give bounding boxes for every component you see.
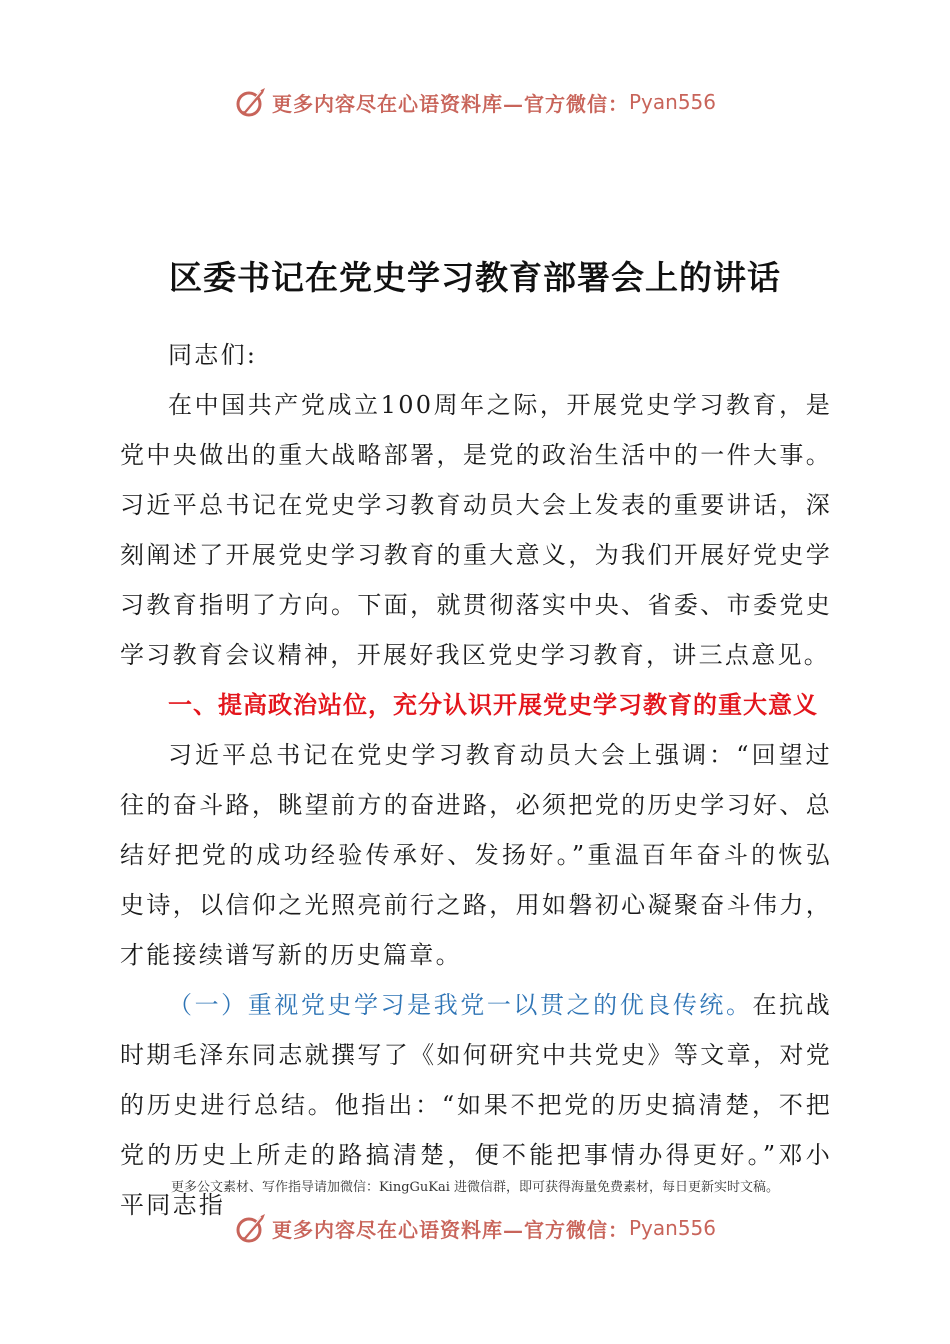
intro-paragraph: 在中国共产党成立100周年之际，开展党史学习教育，是党中央做出的重大战略部署，是党的政治生活中的一件大事。习近平总书记在党史学习教育动员大会上发表的重要讲话，深刻阐述了开展党史学习教育的重大意义，为我们开展好党史学习教育指明了方向。下面，就贯彻落实中央、省委、市委党史学习教育会议精神，开展好我区党史学习教育，讲三点意见。 <box>120 391 832 669</box>
banner-text: 更多内容尽在心语资料库—官方微信： <box>271 1217 629 1242</box>
document-body <box>120 330 832 1230</box>
footer-note: 更多公文素材、写作指导请加微信：KingGuKai 进微信群，即可获得海量免费素材，每日更新实时文稿。 <box>170 1180 780 1195</box>
quill-pen-logo-icon <box>234 85 268 119</box>
banner-wechat-id: Pyan556 <box>628 90 716 114</box>
footer-banner <box>0 1208 950 1248</box>
quill-pen-logo-icon <box>234 1211 268 1245</box>
banner-wechat-id: Pyan556 <box>628 1216 716 1240</box>
section-heading-1: 一、提高政治站位，充分认识开展党史学习教育的重大意义 <box>168 691 818 719</box>
banner-text: 更多内容尽在心语资料库—官方微信： <box>271 91 629 116</box>
paragraph-2: 习近平总书记在党史学习教育动员大会上强调：“回望过往的奋斗路，眺望前方的奋进路，必须把党的历史学习好、总结好把党的成功经验传承好、发扬好。”重温百年奋斗的恢弘史诗，以信仰之光照亮前行之路，用如磐初心凝聚奋斗伟力，才能接续谱写新的历史篇章。 <box>120 741 832 969</box>
document-title: 区委书记在党史学习教育部署会上的讲话 <box>169 258 781 297</box>
subsection-1-body: 在抗战时期毛泽东同志就撰写了《如何研究中共党史》等文章，对党的历史进行总结。他指出：“如果不把党的历史搞清楚，不把党的历史上所走的路搞清楚，便不能把事情办得更好。”邓小平同志指 <box>120 991 832 1219</box>
greeting: 同志们: <box>168 341 258 369</box>
header-banner <box>0 82 950 122</box>
subsection-1-title: （一）重视党史学习是我党一以贯之的优良传统。 <box>168 991 753 1019</box>
